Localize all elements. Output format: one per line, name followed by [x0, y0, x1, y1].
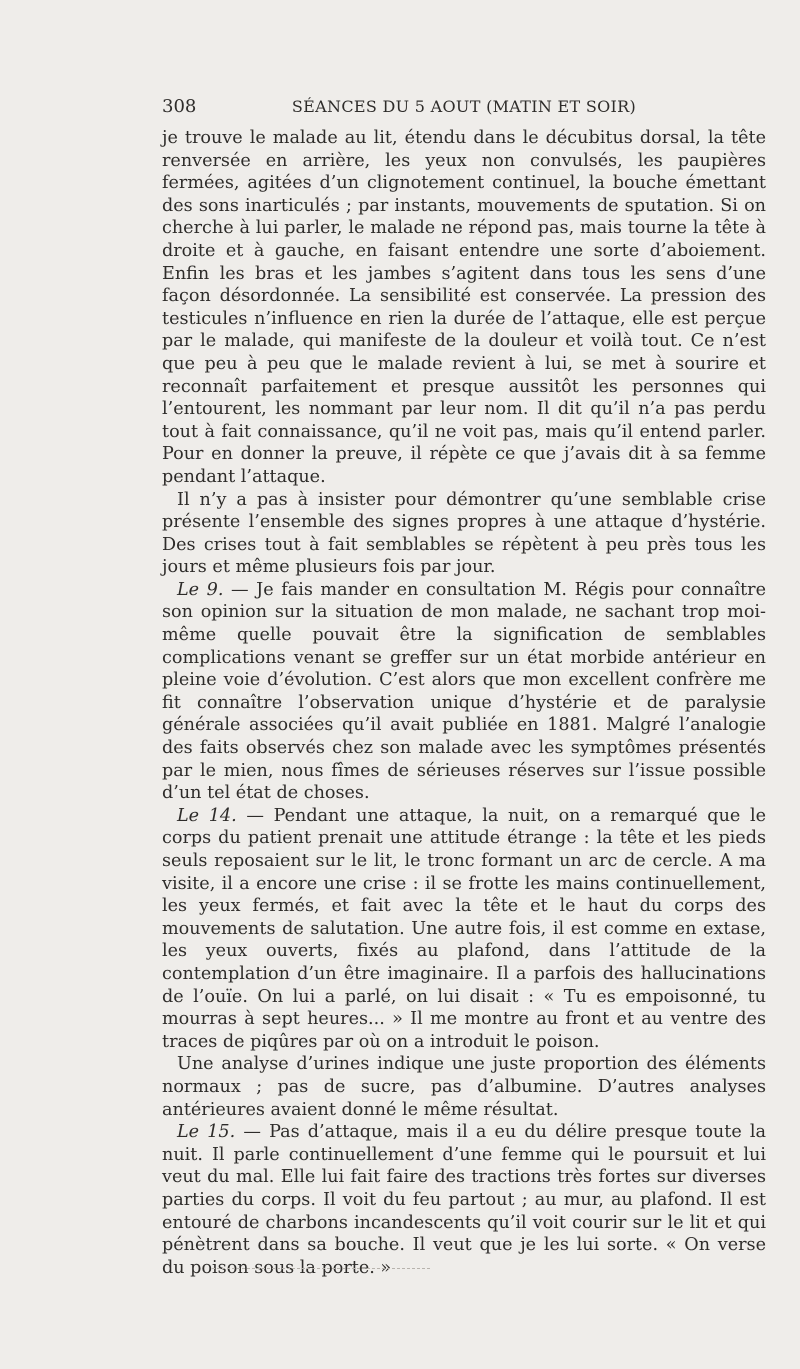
paragraph-2: [162, 489, 766, 579]
paragraph-text: — Je fais mander en consultation M. Régis pour connaître son opinion sur la situation de mon malade, ne sachant trop moi-même quelle pouvait être la signification de semblables complications venant se greffer sur un état morbide antérieur en pleine voie d’évolution. C’est alors que mon excellent confrère me fit connaître l’observation unique d’hystérie et de paralysie générale associées qu’il avait publiée en 1881. Malgré l’analogie des faits observés chez son malade avec les symptômes présentés par le mien, nous fîmes de sérieuses réserves sur l’issue possible d’un tel état de choses.: [162, 579, 766, 804]
paragraph-3: [162, 579, 766, 805]
body-text: [162, 127, 766, 1279]
date-label: Le 9.: [177, 579, 224, 600]
running-head: SÉANCES DU 5 AOUT (MATIN ET SOIR): [291, 97, 637, 116]
paragraph-6: [162, 1121, 766, 1279]
paragraph-text: — Pas d’attaque, mais il a eu du délire presque toute la nuit. Il parle continuellement d’une femme qui le poursuit et lui veut du mal. Elle lui fait faire des tractions très fortes sur diverses parties du corps. Il voit du feu partout ; au mur, au plafond. Il est entouré de charbons incandescents qu’il voit courir sur le lit et qui pénètrent dans sa bouche. Il veut que je les lui sorte. « On verse du poison sous la porte. »: [162, 1122, 766, 1278]
date-label: Le 14.: [177, 805, 237, 826]
page-header: [162, 92, 766, 122]
paragraph-5: [162, 1053, 766, 1121]
paragraph-1: [162, 127, 766, 489]
paragraph-text: Une analyse d’urines indique une juste proportion des éléments normaux ; pas de sucre, pas d’albumine. D’autres analyses antérieures avaient donné le même résultat.: [162, 1054, 766, 1120]
footer-divider: [212, 1268, 430, 1269]
paragraph-text: — Pendant une attaque, la nuit, on a remarqué que le corps du patient prenait une attitude étrange : la tête et les pieds seuls reposaient sur le lit, le tronc formant un arc de cercle. A ma visite, il a encore une crise : il se frotte les mains continuellement, les yeux fermés, et fait avec la tête et le haut du corps des mouvements de salutation. Une autre fois, il est comme en extase, les yeux ouverts, fixés au plafond, dans l’attitude de la contemplation d’un être imaginaire. Il a parfois des hallucinations de l’ouïe. On lui a parlé, on lui disait : « Tu es empoisonné, tu mourras à sept heures... » Il me montre au front et au ventre des traces de piqûres par où on a introduit le poison.: [162, 805, 766, 1052]
paragraph-text: je trouve le malade au lit, étendu dans le décubitus dorsal, la tête renversée en arrière, les yeux non convulsés, les paupières fermées, agitées d’un clignotement continuel, la bouche émettant des sons inarticulés ; par instants, mouvements de sputation. Si on cherche à lui parler, le malade ne répond pas, mais tourne la tête à droite et à gauche, en faisant entendre une sorte d’aboiement. Enfin les bras et les jambes s’agitent dans tous les sens d’une façon désordonnée. La sensibilité est conservée. La pression des testicules n’influence en rien la durée de l’attaque, elle est perçue par le malade, qui manifeste de la douleur et voilà tout. Ce n’est que peu à peu que le malade revient à lui, se met à sourire et reconnaît parfaitement et presque aussitôt les personnes qui l’entourent, les nommant par leur nom. Il dit qu’il n’a pas perdu tout à fait connaissance, qu’il ne voit pas, mais qu’il entend parler. Pour en donner la preuve, il répète ce que j’avais dit à sa femme pendant l’attaque.: [162, 128, 766, 487]
paragraph-text: Il n’y a pas à insister pour démontrer qu’une semblable crise présente l’ensemble des signes propres à une attaque d’hystérie. Des crises tout à fait semblables se répètent à peu près tous les jours et même plusieurs fois par jour.: [162, 489, 766, 578]
paragraph-4: [162, 805, 766, 1054]
page-number: 308: [162, 96, 197, 117]
date-label: Le 15.: [177, 1122, 236, 1143]
